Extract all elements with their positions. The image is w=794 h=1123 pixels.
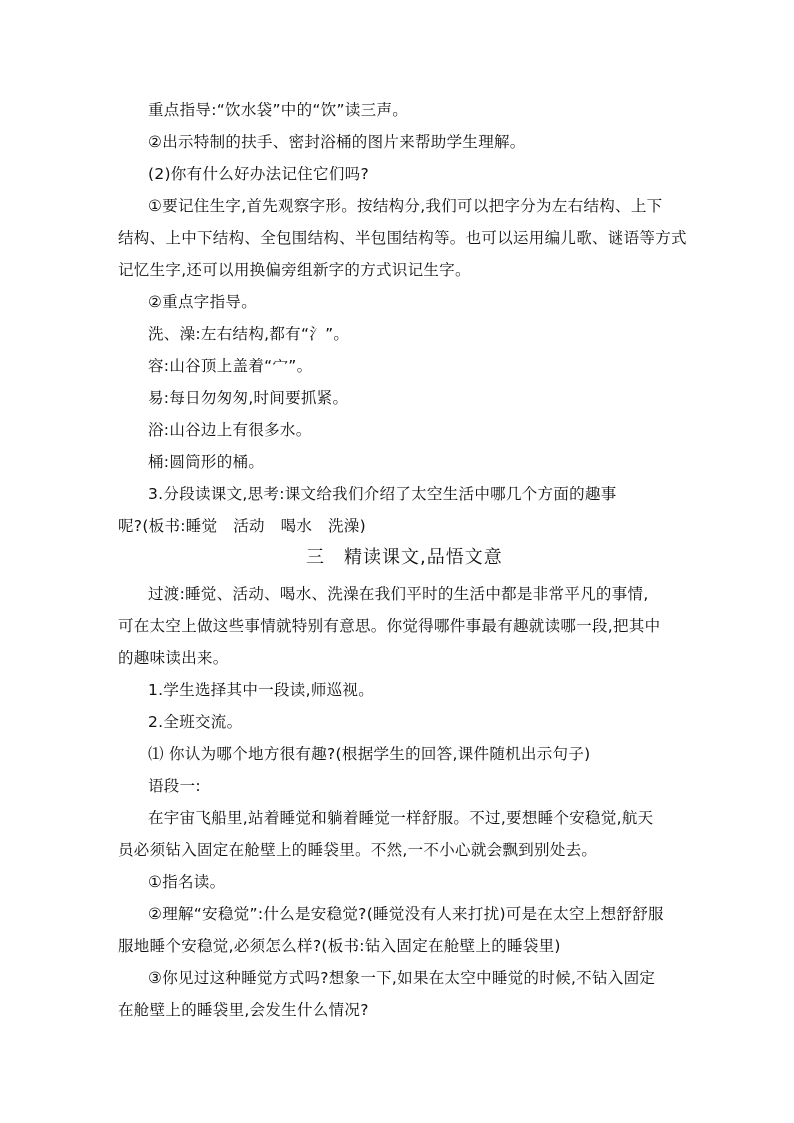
text-line: 容:山谷顶上盖着“宀”。 (148, 357, 313, 375)
text-line: (2)你有什么好办法记住它们吗? (148, 165, 369, 183)
text-line: ②理解“安稳觉”:什么是安稳觉?(睡觉没有人来打扰)可是在太空上想舒舒服 (148, 905, 664, 923)
text-line: 2.全班交流。 (148, 713, 243, 731)
text-line: ①指名读。 (148, 873, 226, 891)
text-line: 1.学生选择其中一段读,师巡视。 (148, 681, 375, 699)
text-line: ②重点字指导。 (148, 293, 257, 311)
text-line: 记忆生字,还可以用换偏旁组新字的方式识记生字。 (118, 261, 471, 279)
text-line: 在舱壁上的睡袋里,会发生什么情况? (118, 1001, 369, 1019)
text-line: 的趣味读出来。 (118, 649, 229, 667)
text-line: 浴:山谷边上有很多水。 (148, 421, 312, 439)
text-line: ②出示特制的扶手、密封浴桶的图片来帮助学生理解。 (148, 133, 526, 151)
text-line: 语段一: (148, 777, 201, 795)
text-line: 在宇宙飞船里,站着睡觉和躺着睡觉一样舒服。不过,要想睡个安稳觉,航天 (148, 809, 654, 827)
text-line: 桶:圆筒形的桶。 (148, 453, 265, 471)
text-line: ③你见过这种睡觉方式吗?想象一下,如果在太空中睡觉的时候,不钻入固定 (148, 969, 656, 987)
text-line: ⑴ 你认为哪个地方很有趣?(根据学生的回答,课件随机出示句子) (148, 745, 591, 763)
text-line: 员必须钻入固定在舱壁上的睡袋里。不然,一不小心就会飘到别处去。 (118, 841, 598, 859)
section-heading: 三 精读课文,品悟文意 (306, 547, 503, 568)
text-line: 结构、上中下结构、全包围结构、半包围结构等。也可以运用编儿歌、谜语等方式 (118, 229, 687, 247)
text-line: 重点指导:“饮水袋”中的“饮”读三声。 (148, 101, 409, 119)
text-line: 洗、澡:左右结构,都有“氵”。 (148, 325, 350, 343)
text-line: 呢?(板书:睡觉 活动 喝水 洗澡) (118, 517, 366, 535)
text-line: 可在太空上做这些事情就特别有意思。你觉得哪件事最有趣就读哪一段,把其中 (118, 617, 661, 635)
text-line: 3.分段读课文,思考:课文给我们介绍了太空生活中哪几个方面的趣事 (148, 485, 617, 503)
text-line: 易:每日勿匆匆,时间要抓紧。 (148, 389, 349, 407)
text-line: 服地睡个安稳觉,必须怎么样?(板书:钻入固定在舱壁上的睡袋里) (118, 937, 561, 955)
text-line: ①要记住生字,首先观察字形。按结构分,我们可以把字分为左右结构、上下 (148, 197, 663, 215)
text-line: 过渡:睡觉、活动、喝水、洗澡在我们平时的生活中都是非常平凡的事情, (148, 585, 649, 603)
